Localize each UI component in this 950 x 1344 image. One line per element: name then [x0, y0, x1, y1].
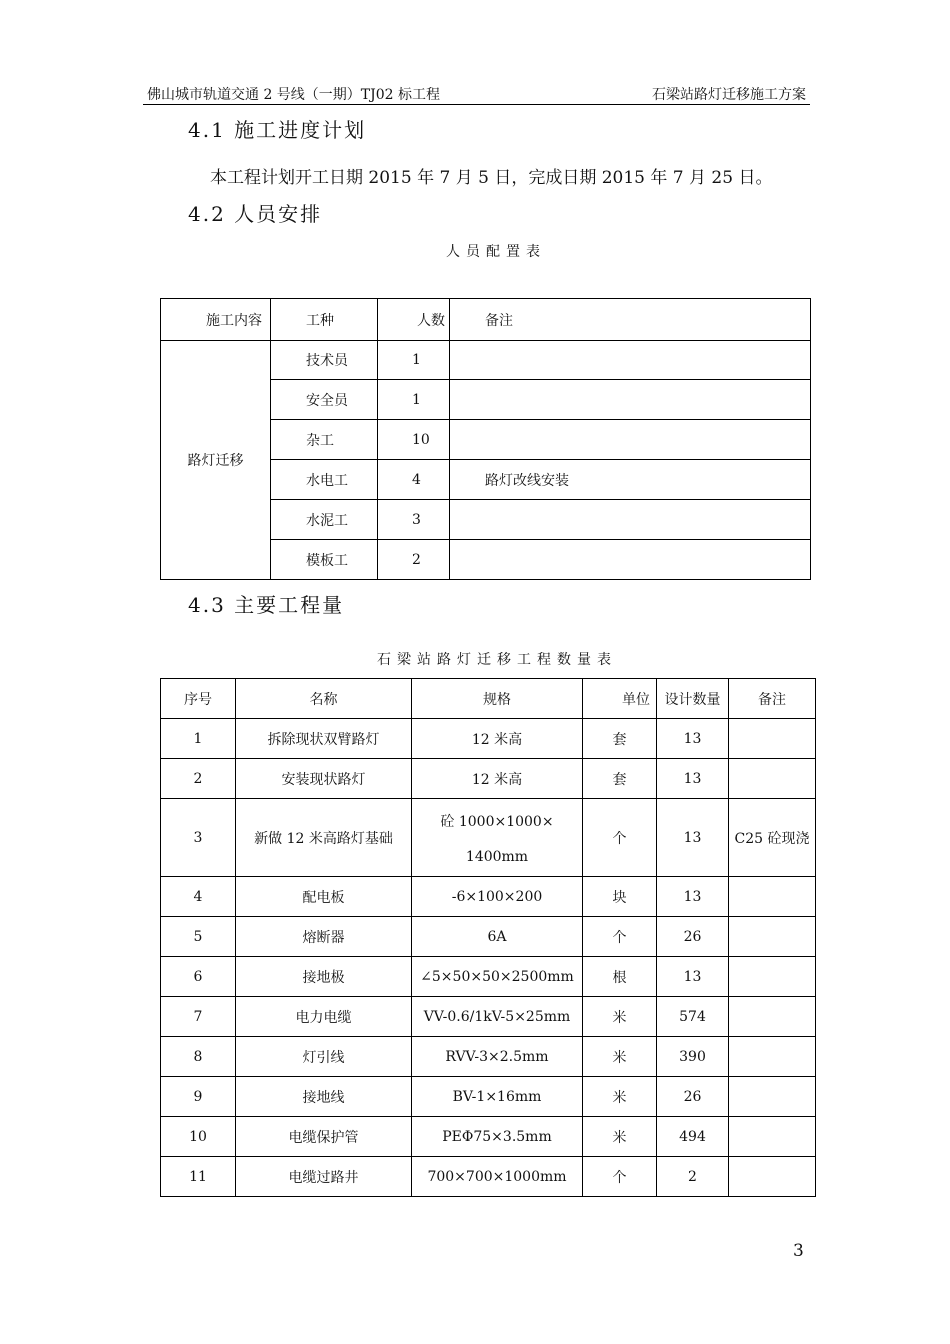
qty-spec-text: -6×100×200	[451, 888, 543, 905]
qty-name-cell: 电缆过路井	[236, 1157, 412, 1197]
staff-trade-cell: 水电工	[271, 460, 378, 500]
qty-qty-cell: 26	[657, 1077, 729, 1117]
qty-spec-text-line2: 1400mm	[465, 848, 529, 865]
qty-qty-cell: 26	[657, 917, 729, 957]
qty-note-cell	[729, 1037, 816, 1077]
staff-trade-cell: 水泥工	[271, 500, 378, 540]
qty-unit-cell: 个	[583, 799, 657, 877]
qty-note-cell	[729, 1117, 816, 1157]
staff-count-cell: 3	[378, 500, 450, 540]
heading-4-3: 4.3 主要工程量	[188, 593, 345, 617]
qty-name-cell: 接地线	[236, 1077, 412, 1117]
qty-spec-text: 700×700×1000mm	[427, 1168, 567, 1185]
qty-note-cell	[729, 1157, 816, 1197]
qty-no-cell: 4	[161, 877, 236, 917]
qty-spec-text: 12 米高	[471, 731, 523, 748]
qty-header-no: 序号	[161, 679, 236, 719]
staff-header-content: 施工内容	[161, 299, 271, 341]
qty-no-cell: 8	[161, 1037, 236, 1077]
qty-unit-cell: 根	[583, 957, 657, 997]
staff-header-row	[161, 299, 811, 341]
qty-qty-cell: 13	[657, 719, 729, 759]
staff-header-note: 备注	[450, 299, 811, 341]
quantity-row	[161, 1117, 816, 1157]
quantity-row	[161, 1157, 816, 1197]
staff-row	[161, 341, 811, 380]
staff-count-cell: 10	[378, 420, 450, 460]
quantity-table	[160, 678, 816, 1197]
qty-name-cell: 拆除现状双臂路灯	[236, 719, 412, 759]
staff-count-cell: 1	[378, 380, 450, 420]
staff-trade-cell: 安全员	[271, 380, 378, 420]
staff-header-trade: 工种	[271, 299, 378, 341]
staff-note-cell	[450, 500, 811, 540]
qty-note-cell	[729, 1077, 816, 1117]
qty-name-cell: 电缆保护管	[236, 1117, 412, 1157]
qty-no-cell: 2	[161, 759, 236, 799]
heading-4-2: 4.2 人员安排	[188, 202, 323, 226]
staff-header-count: 人数	[378, 299, 450, 341]
quantity-row	[161, 759, 816, 799]
qty-qty-cell: 390	[657, 1037, 729, 1077]
qty-unit-cell: 米	[583, 1117, 657, 1157]
page-number: 3	[793, 1241, 804, 1261]
qty-spec-text: ∠5×50×50×2500mm	[420, 968, 574, 985]
qty-name-cell: 熔断器	[236, 917, 412, 957]
qty-spec-cell	[412, 719, 583, 759]
staff-count-cell: 2	[378, 540, 450, 580]
qty-name-cell: 新做 12 米高路灯基础	[236, 799, 412, 877]
staff-note-cell	[450, 540, 811, 580]
qty-no-cell: 1	[161, 719, 236, 759]
quantity-row	[161, 719, 816, 759]
qty-unit-cell: 个	[583, 917, 657, 957]
quantity-row	[161, 997, 816, 1037]
qty-spec-cell	[412, 917, 583, 957]
qty-spec-text: 6A	[487, 928, 507, 945]
qty-spec-text: VV-0.6/1kV-5×25mm	[423, 1008, 571, 1025]
staff-table-caption: 人员配置表	[446, 244, 546, 260]
qty-header-name: 名称	[236, 679, 412, 719]
staff-note-cell	[450, 420, 811, 460]
qty-unit-cell: 米	[583, 1037, 657, 1077]
qty-no-cell: 9	[161, 1077, 236, 1117]
qty-spec-text: BV-1×16mm	[452, 1088, 542, 1105]
qty-spec-text: 砼 1000×1000×	[440, 813, 554, 830]
header-left: 佛山城市轨道交通 2 号线（一期）TJ02 标工程	[147, 87, 441, 103]
qty-name-cell: 灯引线	[236, 1037, 412, 1077]
qty-spec-cell	[412, 957, 583, 997]
qty-spec-text: 12 米高	[471, 771, 523, 788]
header-divider	[143, 104, 810, 105]
qty-no-cell: 7	[161, 997, 236, 1037]
heading-4-1: 4.1 施工进度计划	[188, 118, 367, 142]
qty-unit-cell: 套	[583, 719, 657, 759]
quantity-header-row	[161, 679, 816, 719]
qty-note-cell	[729, 917, 816, 957]
schedule-paragraph: 本工程计划开工日期 2015 年 7 月 5 日，完成日期 2015 年 7 月 25 日。	[210, 168, 773, 188]
quantity-row	[161, 1037, 816, 1077]
qty-qty-cell: 13	[657, 957, 729, 997]
qty-unit-cell: 米	[583, 997, 657, 1037]
qty-note-cell	[729, 877, 816, 917]
quantity-row	[161, 957, 816, 997]
qty-qty-cell: 2	[657, 1157, 729, 1197]
qty-qty-cell: 13	[657, 759, 729, 799]
qty-spec-cell	[412, 1077, 583, 1117]
qty-note-cell	[729, 997, 816, 1037]
qty-spec-text: PEΦ75×3.5mm	[442, 1128, 552, 1145]
qty-spec-cell	[412, 759, 583, 799]
qty-no-cell: 10	[161, 1117, 236, 1157]
quantity-row	[161, 799, 816, 877]
qty-name-cell: 配电板	[236, 877, 412, 917]
qty-name-cell: 接地极	[236, 957, 412, 997]
qty-qty-cell: 13	[657, 799, 729, 877]
qty-note-cell	[729, 957, 816, 997]
qty-spec-cell	[412, 1157, 583, 1197]
qty-note-cell	[729, 719, 816, 759]
staff-table	[160, 298, 811, 580]
qty-header-qty: 设计数量	[657, 679, 729, 719]
qty-unit-cell: 米	[583, 1077, 657, 1117]
qty-header-note: 备注	[729, 679, 816, 719]
quantity-row	[161, 917, 816, 957]
staff-trade-cell: 技术员	[271, 341, 378, 380]
staff-note-cell	[450, 341, 811, 380]
qty-spec-cell	[412, 877, 583, 917]
staff-note-cell: 路灯改线安装	[450, 460, 811, 500]
qty-spec-cell	[412, 1117, 583, 1157]
qty-no-cell: 6	[161, 957, 236, 997]
qty-unit-cell: 套	[583, 759, 657, 799]
qty-note-cell: C25 砼现浇	[729, 799, 816, 877]
qty-name-cell: 电力电缆	[236, 997, 412, 1037]
staff-trade-cell: 杂工	[271, 420, 378, 460]
qty-qty-cell: 494	[657, 1117, 729, 1157]
qty-spec-text: RVV-3×2.5mm	[445, 1048, 549, 1065]
qty-name-cell: 安装现状路灯	[236, 759, 412, 799]
qty-spec-cell	[412, 799, 583, 877]
qty-header-spec: 规格	[412, 679, 583, 719]
qty-unit-cell: 块	[583, 877, 657, 917]
qty-note-cell	[729, 759, 816, 799]
qty-spec-cell	[412, 1037, 583, 1077]
qty-header-unit: 单位	[583, 679, 657, 719]
staff-group-cell: 路灯迁移	[161, 341, 271, 580]
qty-qty-cell: 13	[657, 877, 729, 917]
quantity-row	[161, 1077, 816, 1117]
staff-count-cell: 4	[378, 460, 450, 500]
quantity-row	[161, 877, 816, 917]
qty-spec-cell	[412, 997, 583, 1037]
qty-no-cell: 5	[161, 917, 236, 957]
qty-no-cell: 3	[161, 799, 236, 877]
qty-unit-cell: 个	[583, 1157, 657, 1197]
qty-no-cell: 11	[161, 1157, 236, 1197]
quantity-table-caption: 石梁站路灯迁移工程数量表	[377, 652, 617, 668]
staff-count-cell: 1	[378, 341, 450, 380]
staff-trade-cell: 模板工	[271, 540, 378, 580]
staff-note-cell	[450, 380, 811, 420]
header-right: 石梁站路灯迁移施工方案	[652, 87, 806, 103]
qty-qty-cell: 574	[657, 997, 729, 1037]
